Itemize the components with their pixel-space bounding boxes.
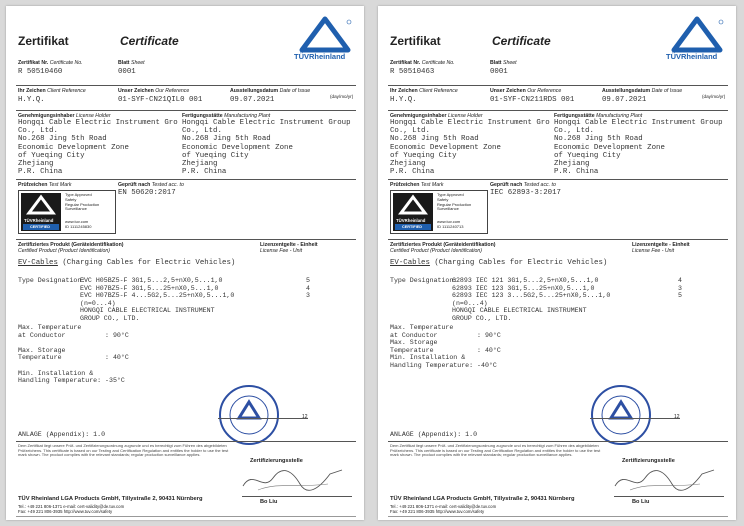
manufacturing-plant-address [554,119,723,176]
holder-label-en: License Holder [75,113,111,119]
license-holder-address [18,119,178,176]
cert-no-label-de: Zertifikat Nr. [18,60,49,66]
line-item: 5 [306,277,310,284]
product-label-en [18,248,110,254]
line-item: Economic Development Zone [390,143,501,152]
sheet-label-en: Sheet [502,60,517,66]
issue-date: 09.07.2021 [602,96,647,104]
line-item: Zhejiang [18,160,54,169]
line-item: Economic Development Zone [18,143,129,152]
tuv-mark-icon [393,193,433,219]
mark-description [65,193,99,212]
mark-id: ID 1111245830 [65,224,92,229]
cert-number: R 50510460 [18,68,63,76]
our-reference: 01-SYF-CN211RDS 001 [490,96,575,104]
client-ref-label-de: Ihr Zeichen [18,88,46,94]
line-item: Temperature : 40°C [390,346,501,354]
sheet-number: 0001 [118,68,136,76]
cert-no-label-en: Certificate No. [49,60,83,66]
line-item: at Conductor : 90°C [18,331,129,339]
tested-label-de: Geprüft nach [118,182,151,188]
mark-description [437,193,471,212]
certificate-right [378,6,736,520]
line-item: 3 [306,292,310,300]
our-ref-label-en: Our Reference [155,88,190,94]
client-reference: H.Y.Q. [390,96,417,104]
issue-format: (day/mo/yr) [702,94,726,99]
fine-print: Dem Zertifikat liegt unsere Prüf- und Zertifizierungsordnung zugrunde und es berechtigt zum Führen des abgebildeten Prüfzeichens. This certificate is based on our Testing and Certification Regulation and entitles the holder to use the test mark shown. The product complies with the relevant standards; regular production surveillance applies. [18,443,229,458]
product-label-de: Zertifiziertes Produkt (Geräteidentifikation) [18,242,124,248]
manufacturing-plant-address [182,119,351,176]
line-item: Handling Temperature: -40°C [390,361,497,369]
line-item: (n=0...4) [452,299,488,307]
line-item: Hongqi Cable Electric Instrument Gro [18,119,178,127]
mark-url: www.tuv.com [65,219,89,224]
issue-label-de: Ausstellungsdatum [230,88,279,94]
our-ref-label-de: Unser Zeichen [490,88,526,94]
line-item: Safety [437,196,449,202]
line-item: Min. Installation & [390,354,466,362]
test-mark-label-de: Prüfzeichen [18,182,48,188]
line-item: Max. Storage [390,339,438,347]
line-item: 3 [678,284,682,292]
holder-label-en: License Holder [447,113,483,119]
cert-no-label-en: Certificate No. [421,60,455,66]
test-mark-box [18,190,116,234]
signer-name: Bo Liu [632,499,650,505]
logo-text: TÜVRheinland [666,52,718,61]
type-designation-label: Type Designation: [18,277,86,284]
line-item: Type Approved [437,192,464,197]
certificate-left [6,6,364,520]
line-item: of Yueqing City [182,151,249,160]
line-item: Co., Ltd. [390,127,430,136]
line-item: No.268 Jing 5th Road [554,135,643,144]
cert-no-label-de: Zertifikat Nr. [390,60,421,66]
license-fee-en: License Fee - Unit [260,248,303,254]
line-item: Surveillance [437,206,459,212]
line-item: No.268 Jing 5th Road [18,135,107,144]
type-designations [80,277,234,323]
line-item: Regular Production [437,201,472,207]
line-item: 62893 IEC 121 3G1,5...2,5+nX0,5...1,0 [452,277,599,284]
product-title [18,259,235,267]
line-item: 4 [306,284,310,292]
sheet-number: 0001 [490,68,508,76]
client-ref-label-en: Client Reference [419,88,458,94]
signature-icon [238,464,348,496]
line-item: 5 [678,292,682,300]
line-item: 4 [678,277,682,284]
product-title-rest: (Charging Cables for Electric Vehicles) [429,259,608,267]
type-designation-label: Type Designation: [390,277,458,284]
annex: ANLAGE (Appendix): 1.0 [390,431,478,438]
license-fee-label-en [260,248,302,254]
test-mark-logo-block [21,193,61,231]
line-item: HONGQI CABLE ELECTRICAL INSTRUMENT [80,307,215,315]
zertifikat-heading: Zertifikat [390,34,441,48]
line-item: No.268 Jing 5th Road [182,135,271,144]
line-item: EVC H07BZ5-F 3G1,5...25+nX0,5...1,0 [80,284,219,292]
type-designations [452,277,610,323]
signature-icon [610,464,720,496]
mark-logo-text: TÜVRheinland [24,218,54,223]
stamp-seal-icon [590,384,652,446]
product-title-rest: (Charging Cables for Electric Vehicles) [57,259,236,267]
client-ref-label-en: Client Reference [47,88,86,94]
line-item: HONGQI CABLE ELECTRICAL INSTRUMENT [452,307,587,315]
mark-url: www.tuv.com [437,219,461,224]
test-mark-box [390,190,488,234]
license-holder-address [390,119,550,176]
certbody-label: Zertifizierungsstelle [622,458,675,464]
line-item: P.R. China [554,168,599,177]
test-mark-label-en: Test Mark [420,182,444,188]
line-item: Co., Ltd. [182,127,222,136]
line-item: Hongqi Cable Electric Instrument Gro [390,119,550,127]
product-label-en: Certified Product (Product Identification) [18,248,110,254]
temperature-specs [390,324,501,370]
plant-label-en: Manufacturing Plant [224,113,271,119]
plant-label-de: Fertigungsstätte [182,113,223,119]
line-item: Regular Production [65,201,100,207]
line-item: Co., Ltd. [18,127,58,136]
temperature-specs [18,324,129,385]
line-item: Zhejiang [182,160,218,169]
tested-standard: EN 50620:2017 [118,189,176,197]
sheet-label-en: Sheet [130,60,145,66]
plant-label-de: Fertigungsstätte [554,113,595,119]
line-item: 62893 IEC 123 3...5G2,5...25+nX0,5...1,0 [452,292,611,300]
line-item [18,339,129,347]
test-mark-label-en: Test Mark [48,182,72,188]
line-item: GROUP CO., LTD. [80,314,140,322]
tested-label-en: Tested acc. to [523,182,556,188]
issue-format: (day/mo/yr) [330,94,354,99]
certificate-heading: Certificate [120,34,179,48]
mark-id: ID 1111240713 [437,224,464,229]
contact-phone: Tel.: +49 221 806-1371 e-mail: cert-validity@de.tuv.com [18,504,125,509]
license-fee-label-en [632,248,674,254]
line-item: of Yueqing City [18,151,85,160]
contact-phone: Tel.: +49 221 806-1371 e-mail: cert-validity@de.tuv.com [390,504,497,509]
signer-name: Bo Liu [260,499,278,505]
line-item: P.R. China [182,168,227,177]
license-fee-de: Lizenzentgelte - Einheit [632,242,690,248]
line-item: Min. Installation & [18,369,94,377]
our-ref-label-en: Our Reference [527,88,562,94]
line-item: Type Approved [65,192,92,197]
issue-date: 09.07.2021 [230,96,275,104]
product-label-de: Zertifiziertes Produkt (Geräteidentifikation) [390,242,496,248]
line-item: of Yueqing City [554,151,621,160]
product-label-en [390,248,482,254]
our-reference: 01-SYF-CN21QIL0 001 [118,96,203,104]
line-item: Co., Ltd. [554,127,594,136]
company-address: TÜV Rheinland LGA Products GmbH, Tillystraße 2, 90431 Nürnberg [18,496,203,502]
issue-label-en: Date of Issue [651,88,683,94]
line-item: of Yueqing City [390,151,457,160]
holder-label-de: Genehmigungsinhaber [18,113,75,119]
line-item: No.268 Jing 5th Road [390,135,479,144]
company-address: TÜV Rheinland LGA Products GmbH, Tillystraße 2, 90431 Nürnberg [390,496,575,502]
line-item: GROUP CO., LTD. [452,314,512,322]
line-item: P.R. China [390,168,435,177]
license-fee-en: License Fee - Unit [632,248,675,254]
tested-label-de: Geprüft nach [490,182,523,188]
product-label-en: Certified Product (Product Identification) [390,248,482,254]
line-item: EVC H07BZ5-F 4...5G2,5...25+nX0,5...1,0 [80,292,235,300]
product-title-u: EV-Cables [18,259,58,267]
cert-number: R 50510463 [390,68,435,76]
product-title [390,259,607,267]
client-reference: H.Y.Q. [18,96,45,104]
line-item: Zhejiang [390,160,426,169]
certbody-label: Zertifizierungsstelle [250,458,303,464]
plant-label-en: Manufacturing Plant [596,113,643,119]
tuv-mark-icon [21,193,61,219]
line-item: at Conductor : 90°C [390,331,501,339]
line-item: P.R. China [18,168,63,177]
license-fees [678,277,682,300]
issue-label-en: Date of Issue [279,88,311,94]
client-ref-label-de: Ihr Zeichen [390,88,418,94]
contact-fax: Fax: +49 221 806-3935 http://www.tuv.com/safety [18,509,113,514]
line-item: Handling Temperature: -35°C [18,377,125,385]
line-item: Temperature : 40°C [18,354,129,362]
line-item: Max. Temperature [390,324,454,331]
license-fee-de: Lizenzentgelte - Einheit [260,242,318,248]
zertifikat-heading: Zertifikat [18,34,69,48]
fine-print: Dem Zertifikat liegt unsere Prüf- und Zertifizierungsordnung zugrunde und es berechtigt zum Führen des abgebildeten Prüfzeichens. This certificate is based on our Testing and Certification Regulation and entitles the holder to use the test mark shown. The product complies with the relevant standards; regular production surveillance applies. [390,443,601,458]
holder-label-de: Genehmigungsinhaber [390,113,447,119]
stamp-seal-icon [218,384,280,446]
contact-fax: Fax: +49 221 806-3935 http://www.tuv.com/safety [390,509,485,514]
certificate-heading: Certificate [492,34,551,48]
logo-text: TÜVRheinland [294,52,346,61]
line-item: Economic Development Zone [182,143,293,152]
line-item: Hongqi Cable Electric Instrument Group [182,119,351,127]
test-mark-logo-block [393,193,433,231]
mark-certified: CERTIFIED [30,225,51,229]
line-item: Surveillance [65,206,87,212]
tested-standard: IEC 62893-3:2017 [490,189,561,197]
issue-label-de: Ausstellungsdatum [602,88,651,94]
tested-label-en: Tested acc. to [151,182,184,188]
page-number: 12 [674,414,680,420]
line-item: EVC H05BZ5-F 3G1,5...2,5+nX0,5...1,0 [80,277,223,284]
sheet-label-de: Blatt [490,60,502,66]
line-item: Economic Development Zone [554,143,665,152]
line-item: Safety [65,196,77,202]
sheet-label-de: Blatt [118,60,130,66]
line-item [18,362,129,370]
line-item: Max. Temperature [18,324,82,331]
mark-logo-text: TÜVRheinland [396,218,426,223]
annex: ANLAGE (Appendix): 1.0 [18,431,106,438]
line-item: (n=0...4) [80,299,116,307]
test-mark-label-de: Prüfzeichen [390,182,420,188]
line-item: Max. Storage [18,346,66,354]
line-item: Hongqi Cable Electric Instrument Group [554,119,723,127]
line-item: Zhejiang [554,160,590,169]
license-fees [306,277,310,300]
product-title-u: EV-Cables [390,259,430,267]
our-ref-label-de: Unser Zeichen [118,88,154,94]
mark-certified: CERTIFIED [402,225,423,229]
line-item: 62893 IEC 123 3G1,5...25+nX0,5...1,0 [452,284,595,292]
page-number: 12 [302,414,308,420]
